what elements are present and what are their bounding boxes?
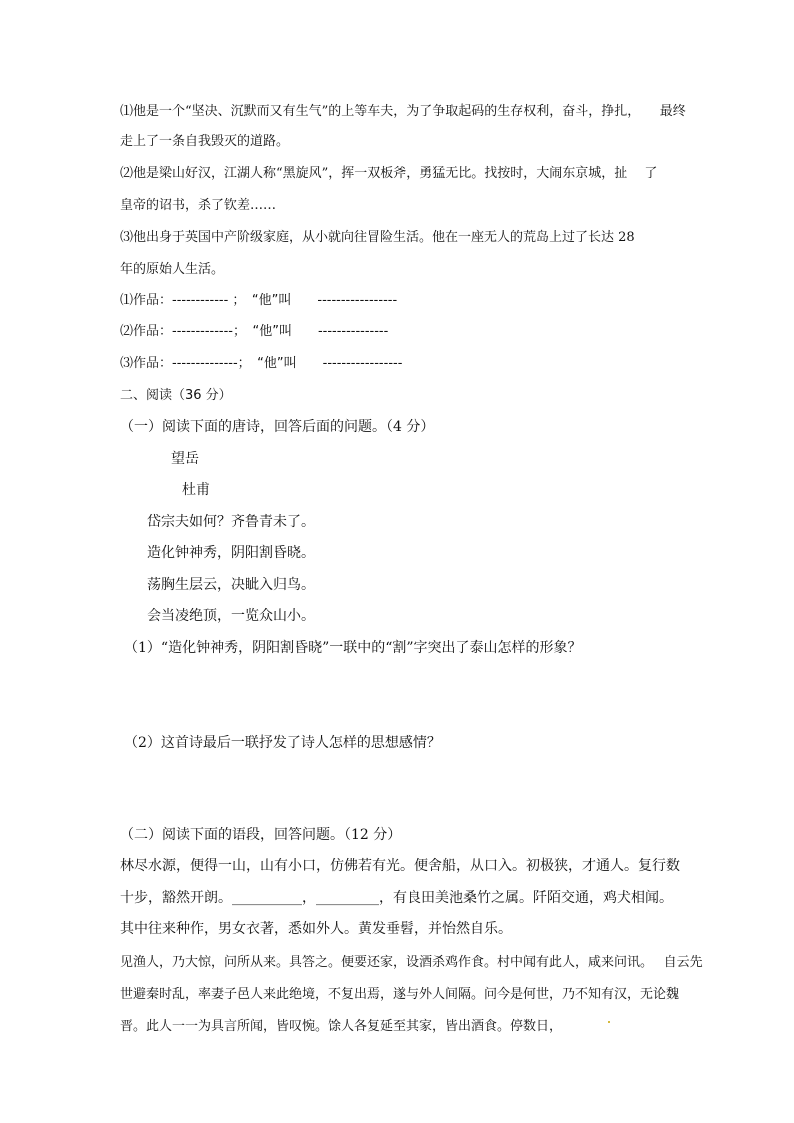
answer-line-3: ⑶作品：--------------； “他”叫 ----------------- [120,356,403,371]
poem-line: 会当凌绝顶，一览众山小。 [147,608,315,624]
passage-line: 林尽水源，便得一山，山有小口，仿佛若有光。便舍船，从口入。初极狭，才通人。复行数 [120,858,680,874]
question-2: （2）这首诗最后一联抒发了诗人怎样的思想感情？ [124,735,441,751]
section-heading: 二、阅读（36 分） [120,388,232,403]
answer-line-1: ⑴作品：------------ ； “他”叫 ----------------- [120,293,398,308]
poem-title: 望岳 [171,451,199,467]
passage-line: 十步，豁然开朗。__________，_________，有良田美池桑竹之属。阡陌交通，鸡犬相闻。 [120,890,673,906]
question-item-1-cont: 走上了一条自我毁灭的道路。 [120,134,290,149]
subsection-heading-1: （一）阅读下面的唐诗，回答后面的问题。（4 分） [120,419,435,435]
question-item-2-cont: 皇帝的诏书，杀了钦差…… [120,198,277,213]
question-item-3-cont: 年的原始人生活。 [120,262,225,277]
passage-line: 见渔人，乃大惊，问所从来。具答之。便要还家，设酒杀鸡作食。村中闻有此人，咸来问讯。 自云先 [120,955,703,970]
question-item-2: ⑵他是梁山好汉，江湖人称“黑旋风”，挥一双板斧，勇猛无比。找按时，大闹东京城，扯 了 [120,166,658,181]
question-item-1: ⑴他是一个“坚决、沉默而又有生气”的上等车夫，为了争取起码的生存权利，奋斗，挣扎， 最终 [120,104,686,119]
poem-author: 杜甫 [182,482,210,498]
poem-line: 荡胸生层云，决眦入归鸟。 [147,577,315,593]
stray-dot-mark [608,1021,610,1023]
poem-line: 造化钟神秀，阴阳割昏晓。 [147,545,315,561]
poem-line: 岱宗夫如何？齐鲁青未了。 [147,514,315,530]
passage-line: 其中往来种作，男女衣著，悉如外人。黄发垂髫，并怡然自乐。 [120,921,512,937]
subsection-heading-2: （二）阅读下面的语段，回答问题。（12 分） [120,827,402,843]
passage-line: 世避秦时乱，率妻子邑人来此绝境，不复出焉，遂与外人间隔。问今是何世，乃不知有汉，无论魏 [120,987,680,1002]
question-1: （1）“造化钟神秀，阴阳割昏晓”一联中的“割”字突出了泰山怎样的形象？ [124,640,582,656]
question-item-3: ⑶他出身于英国中产阶级家庭，从小就向往冒险生活。他在一座无人的荒岛上过了长达 28 [120,230,635,245]
answer-line-2: ⑵作品：-------------； “他”叫 --------------- [120,324,389,339]
passage-line: 晋。此人一一为具言所闻，皆叹惋。馀人各复延至其家，皆出酒食。停数日， [120,1019,563,1034]
